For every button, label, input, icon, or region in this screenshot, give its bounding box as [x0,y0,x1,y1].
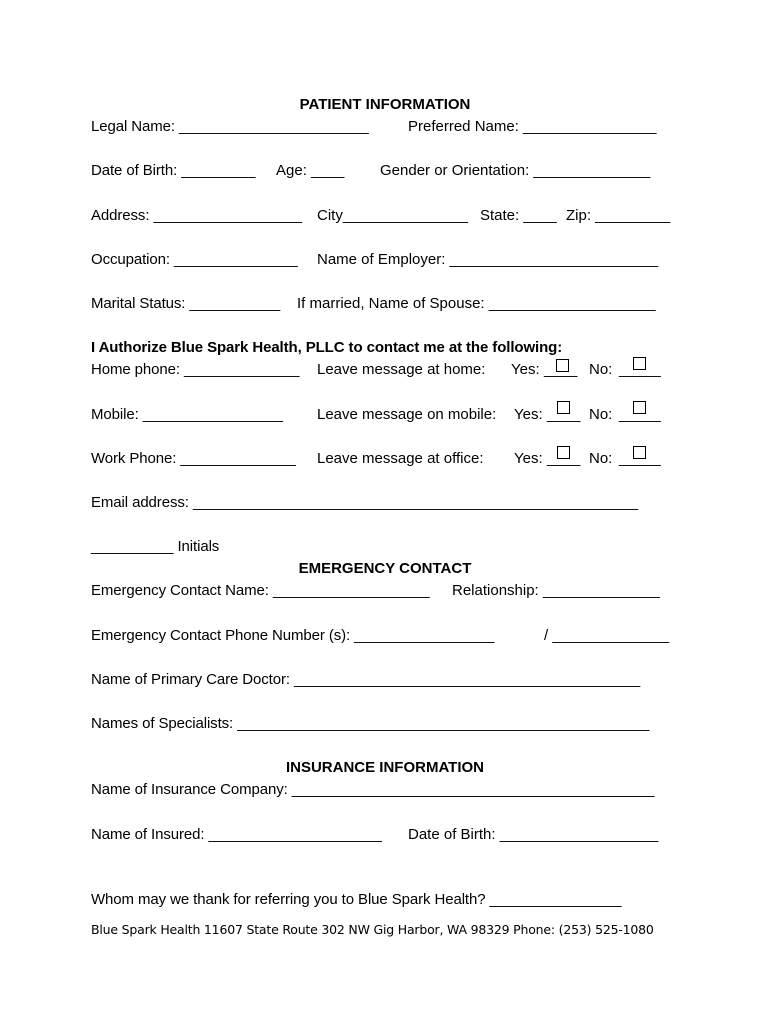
mobile-message-label: Leave message on mobile: [317,406,497,423]
mobile-yes-checkbox[interactable] [557,401,570,414]
state-field[interactable]: State: ____ [480,207,557,224]
date-of-birth-field[interactable]: Date of Birth: _________ [91,162,256,179]
work-no-label: No: [589,450,613,467]
emergency-phone-field[interactable]: Emergency Contact Phone Number (s): _________________ [91,627,495,644]
employer-field[interactable]: Name of Employer: _________________________ [317,251,659,268]
mobile-phone-field[interactable]: Mobile: _________________ [91,406,283,423]
work-phone-field[interactable]: Work Phone: ______________ [91,450,296,467]
mobile-yes-blank: ____ [547,406,581,423]
insurance-information-heading: INSURANCE INFORMATION [285,759,485,776]
home-yes-blank: ____ [544,361,578,378]
emergency-contact-heading: EMERGENCY CONTACT [298,560,472,577]
work-yes-checkbox[interactable] [557,446,570,459]
work-yes-label: Yes: [514,450,543,467]
legal-name-field[interactable]: Legal Name: _______________________ [91,118,369,135]
mobile-no-checkbox[interactable] [633,401,646,414]
work-message-label: Leave message at office: [317,450,484,467]
email-address-field[interactable]: Email address: ______________________________________________________ [91,494,638,511]
primary-care-doctor-field[interactable]: Name of Primary Care Doctor: __________________________________________ [91,671,641,688]
footer-contact-info: Blue Spark Health 11607 State Route 302 NW Gig Harbor, WA 98329 Phone: (253) 525-1080 [91,922,654,937]
mobile-yes-label: Yes: [514,406,543,423]
work-no-blank: _____ [619,450,661,467]
home-no-checkbox[interactable] [633,357,646,370]
emergency-phone-alt-field[interactable]: / ______________ [544,627,670,644]
home-message-label: Leave message at home: [317,361,486,378]
preferred-name-field[interactable]: Preferred Name: ________________ [408,118,657,135]
home-yes-checkbox[interactable] [556,359,569,372]
emergency-contact-name-field[interactable]: Emergency Contact Name: ___________________ [91,582,430,599]
work-yes-blank: ____ [547,450,581,467]
insurance-company-field[interactable]: Name of Insurance Company: ____________________________________________ [91,781,655,798]
insured-dob-field[interactable]: Date of Birth: ___________________ [408,826,659,843]
work-no-checkbox[interactable] [633,446,646,459]
zip-field[interactable]: Zip: _________ [566,207,671,224]
authorization-statement: I Authorize Blue Spark Health, PLLC to contact me at the following: [91,339,563,356]
city-field[interactable]: City_______________ [317,207,468,224]
specialists-field[interactable]: Names of Specialists: __________________________________________________ [91,715,650,732]
spouse-name-field[interactable]: If married, Name of Spouse: ____________________ [297,295,656,312]
gender-field[interactable]: Gender or Orientation: ______________ [380,162,651,179]
marital-status-field[interactable]: Marital Status: ___________ [91,295,281,312]
referral-field[interactable]: Whom may we thank for referring you to Blue Spark Health? ________________ [91,891,622,908]
home-yes-label: Yes: [511,361,540,378]
patient-information-heading: PATIENT INFORMATION [299,96,471,113]
age-field[interactable]: Age: ____ [276,162,345,179]
relationship-field[interactable]: Relationship: ______________ [452,582,660,599]
mobile-no-label: No: [589,406,613,423]
initials-field[interactable]: __________ Initials [91,538,220,555]
occupation-field[interactable]: Occupation: _______________ [91,251,298,268]
address-field[interactable]: Address: __________________ [91,207,302,224]
insured-name-field[interactable]: Name of Insured: _____________________ [91,826,382,843]
home-no-label: No: [589,361,613,378]
mobile-no-blank: _____ [619,406,661,423]
home-no-blank: _____ [619,361,661,378]
home-phone-field[interactable]: Home phone: ______________ [91,361,300,378]
